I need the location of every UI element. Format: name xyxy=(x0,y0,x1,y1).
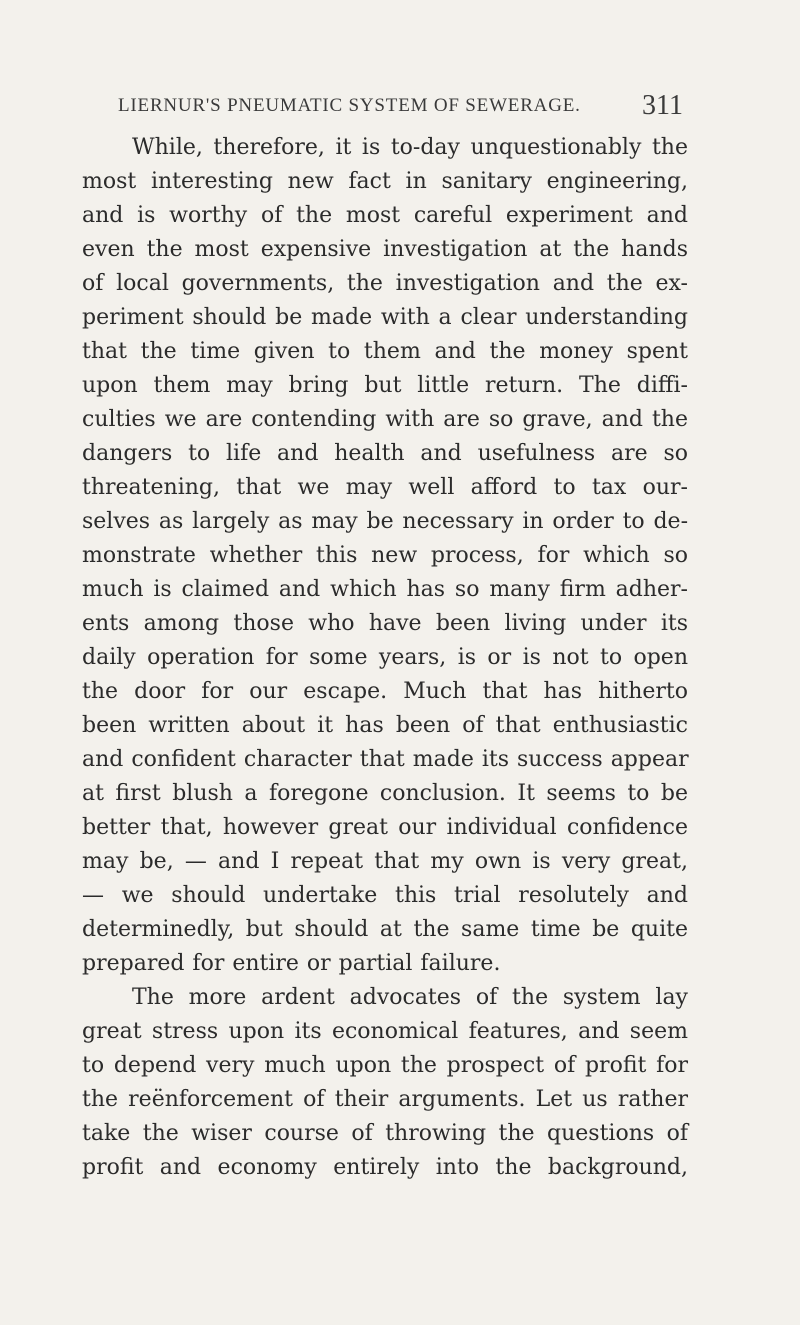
running-title: LIERNUR'S PNEUMATIC SYSTEM OF SEWERAGE. xyxy=(118,95,581,116)
text-line: ents among those who have been living under its xyxy=(82,611,688,636)
text-line: periment should be made with a clear understanding xyxy=(82,305,688,330)
text-line: and confident character that made its success appear xyxy=(82,747,689,772)
text-line: The more ardent advocates of the system lay xyxy=(132,985,688,1010)
text-line: much is claimed and which has so many firm adher- xyxy=(82,577,688,602)
text-line: selves as largely as may be necessary in order to de- xyxy=(82,509,688,534)
text-line: been written about it has been of that enthusiastic xyxy=(82,713,688,738)
text-line: While, therefore, it is to-day unquestionably the xyxy=(132,135,688,160)
text-line: the door for our escape. Much that has hitherto xyxy=(82,679,688,704)
text-line: to depend very much upon the prospect of profit for xyxy=(82,1053,688,1078)
text-line: that the time given to them and the money spent xyxy=(82,339,688,364)
text-line: the reënforcement of their arguments. Let us rather xyxy=(82,1087,688,1112)
text-line: threatening, that we may well afford to tax our- xyxy=(82,475,688,500)
text-line: better that, however great our individual confidence xyxy=(82,815,688,840)
text-line: great stress upon its economical features, and seem xyxy=(82,1019,688,1044)
text-line: of local governments, the investigation and the ex- xyxy=(82,271,688,296)
page-number: 311 xyxy=(642,90,683,121)
text-line: monstrate whether this new process, for which so xyxy=(82,543,688,568)
text-line: culties we are contending with are so grave, and the xyxy=(82,407,688,432)
text-line: — we should undertake this trial resolutely and xyxy=(82,883,688,908)
text-line: even the most expensive investigation at the hands xyxy=(82,237,688,262)
text-line: dangers to life and health and usefulness are so xyxy=(82,441,688,466)
text-line: most interesting new fact in sanitary engineering, xyxy=(82,169,688,194)
text-line: prepared for entire or partial failure. xyxy=(82,951,501,976)
text-line: at first blush a foregone conclusion. It seems to be xyxy=(82,781,688,806)
text-line: may be, — and I repeat that my own is very great, xyxy=(82,849,688,874)
text-line: and is worthy of the most careful experiment and xyxy=(82,203,688,228)
text-line: determinedly, but should at the same time be quite xyxy=(82,917,688,942)
text-line: daily operation for some years, is or is not to open xyxy=(82,645,688,670)
text-line: profit and economy entirely into the background, xyxy=(82,1155,688,1180)
text-line: upon them may bring but little return. The diffi- xyxy=(82,373,688,398)
text-line: take the wiser course of throwing the questions of xyxy=(82,1121,688,1146)
